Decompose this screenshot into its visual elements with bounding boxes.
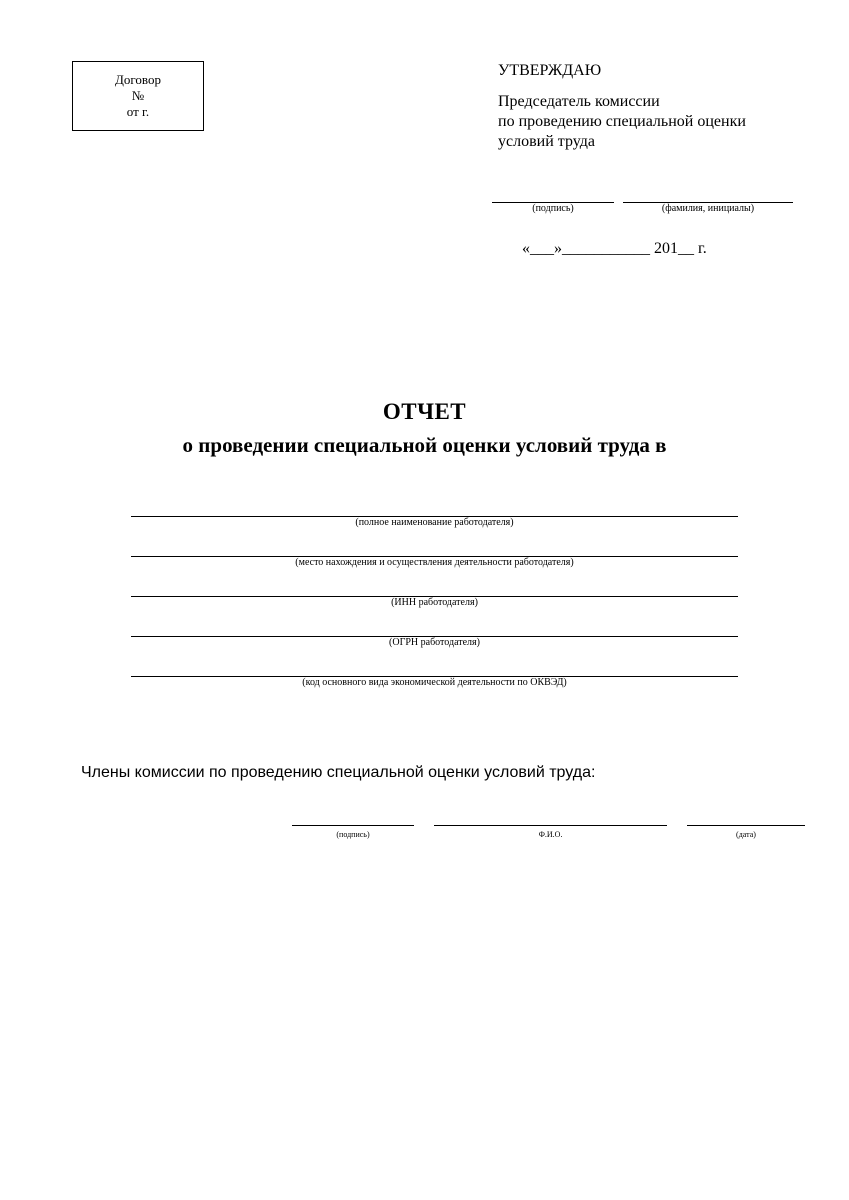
commission-members-label: Члены комиссии по проведению специальной оценки условий труда: bbox=[81, 764, 596, 781]
member-date-caption: (дата) bbox=[736, 830, 756, 839]
approval-date[interactable]: «___»___________ 201__ г. bbox=[522, 240, 707, 257]
employer-ogrn-caption: (ОГРН работодателя) bbox=[389, 637, 480, 648]
contract-date-label: от г. bbox=[126, 104, 150, 119]
member-signature-line[interactable] bbox=[292, 825, 414, 826]
chair-title bbox=[498, 92, 746, 152]
employer-name-caption: (полное наименование работодателя) bbox=[355, 517, 514, 528]
member-name-line[interactable] bbox=[434, 825, 667, 826]
contract-box bbox=[72, 61, 204, 131]
chair-name-caption: (фамилия, инициалы) bbox=[661, 203, 755, 214]
contract-number-label: № bbox=[131, 88, 145, 103]
contract-label: Договор bbox=[115, 72, 161, 87]
member-date-line[interactable] bbox=[687, 825, 805, 826]
employer-okved-caption: (код основного вида экономической деятельности по ОКВЭД) bbox=[302, 677, 567, 688]
employer-inn-caption: (ИНН работодателя) bbox=[391, 597, 478, 608]
employer-address-caption: (место нахождения и осуществления деятельности работодателя) bbox=[295, 557, 574, 568]
member-name-caption: Ф.И.О. bbox=[538, 830, 563, 839]
chair-line-2: по проведению специальной оценки bbox=[498, 113, 746, 130]
report-title: ОТЧЕТ bbox=[382, 399, 467, 424]
chair-signature-caption: (подпись) bbox=[532, 203, 574, 214]
member-signature-caption: (подпись) bbox=[336, 830, 370, 839]
report-subtitle: о проведении специальной оценки условий труда в bbox=[182, 433, 667, 457]
approval-heading: УТВЕРЖДАЮ bbox=[498, 62, 602, 79]
chair-line-1: Председатель комиссии bbox=[498, 93, 660, 110]
chair-line-3: условий труда bbox=[498, 133, 595, 150]
